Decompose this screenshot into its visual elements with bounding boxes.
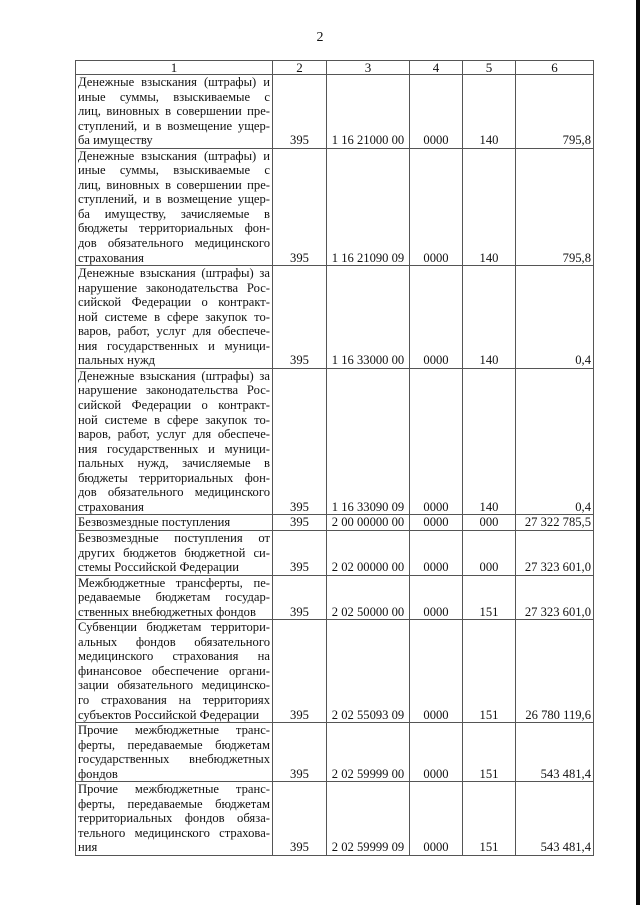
description-line: нарушение законодательства Рос- xyxy=(78,383,270,398)
description-line: пальных нужд xyxy=(78,353,156,368)
economic-class-cell: 151 xyxy=(463,723,516,782)
table-row xyxy=(76,368,594,514)
description-line: го страхования на территориях xyxy=(78,692,270,707)
description-line: ния xyxy=(78,840,98,855)
row-description xyxy=(76,575,273,620)
description-line: других бюджетов бюджетной си- xyxy=(78,545,270,560)
revenue-code-cell: 2 02 50000 00 xyxy=(327,575,410,620)
scan-edge-shadow xyxy=(636,0,640,905)
amount-cell: 0,4 xyxy=(516,266,594,369)
revenue-code-cell: 1 16 33090 09 xyxy=(327,368,410,514)
description-line: варов, работ, услуг для обеспече- xyxy=(78,324,270,339)
table-row xyxy=(76,723,594,782)
amount-cell: 27 322 785,5 xyxy=(516,515,594,531)
economic-class-cell: 140 xyxy=(463,368,516,514)
program-code-cell: 0000 xyxy=(410,782,463,856)
program-code-cell: 0000 xyxy=(410,530,463,575)
description-line: Денежные взыскания (штрафы) и xyxy=(78,148,270,163)
description-line: сийской Федерации о контракт- xyxy=(78,398,270,413)
description-line: лиц, виновных в совершении пре- xyxy=(78,177,270,192)
economic-class-cell: 140 xyxy=(463,266,516,369)
description-line: ния государственных и муници- xyxy=(78,338,270,353)
description-line: Субвенции бюджетам территори- xyxy=(78,620,270,635)
admin-code-cell: 395 xyxy=(273,575,327,620)
table-row xyxy=(76,515,594,531)
description-line: альных фондов обязательного xyxy=(78,634,270,649)
program-code-cell: 0000 xyxy=(410,266,463,369)
description-line: дов обязательного медицинского xyxy=(78,485,270,500)
program-code-cell: 0000 xyxy=(410,515,463,531)
admin-code-cell: 395 xyxy=(273,75,327,149)
amount-cell: 795,8 xyxy=(516,75,594,149)
amount-cell: 543 481,4 xyxy=(516,782,594,856)
budget-revenue-table xyxy=(75,60,594,856)
admin-code-cell: 395 xyxy=(273,148,327,265)
amount-cell: 27 323 601,0 xyxy=(516,575,594,620)
description-line: иные суммы, взыскиваемые с xyxy=(78,89,270,104)
row-description xyxy=(76,75,273,149)
program-code-cell: 0000 xyxy=(410,368,463,514)
description-line: дов обязательного медицинского xyxy=(78,236,270,251)
description-line: ния государственных и муници- xyxy=(78,441,270,456)
table-row xyxy=(76,782,594,856)
revenue-code-cell: 2 02 55093 09 xyxy=(327,620,410,723)
column-header: 2 xyxy=(273,61,327,75)
description-line: субъектов Российской Федерации xyxy=(78,707,260,722)
description-line: бюджеты территориальных фон- xyxy=(78,221,270,236)
description-line: ной системе в сфере закупок то- xyxy=(78,412,270,427)
description-line: финансовое обеспечение органи- xyxy=(78,663,270,678)
description-line: редаваемые бюджетам государ- xyxy=(78,590,270,605)
description-line: ступлений, и в возмещение ущер- xyxy=(78,118,270,133)
admin-code-cell: 395 xyxy=(273,368,327,514)
description-line: ственных внебюджетных фондов xyxy=(78,604,256,619)
admin-code-cell: 395 xyxy=(273,723,327,782)
description-line: лиц, виновных в совершении пре- xyxy=(78,104,270,119)
program-code-cell: 0000 xyxy=(410,75,463,149)
description-line: Прочие межбюджетные транс- xyxy=(78,782,270,797)
program-code-cell: 0000 xyxy=(410,723,463,782)
description-line: территориальных фондов обяза- xyxy=(78,811,270,826)
description-line: ферты, передаваемые бюджетам xyxy=(78,796,270,811)
description-line: страхования xyxy=(78,499,144,514)
column-header: 4 xyxy=(410,61,463,75)
table-body xyxy=(76,75,594,856)
description-line: нарушение законодательства Рос- xyxy=(78,280,270,295)
row-description xyxy=(76,620,273,723)
revenue-code-cell: 2 02 59999 00 xyxy=(327,723,410,782)
revenue-code-cell: 1 16 21000 00 xyxy=(327,75,410,149)
revenue-code-cell: 1 16 21090 09 xyxy=(327,148,410,265)
economic-class-cell: 151 xyxy=(463,620,516,723)
description-line: государственных внебюджетных xyxy=(78,752,270,767)
description-line: ступлений, и в возмещение ущер- xyxy=(78,192,270,207)
description-line: Денежные взыскания (штрафы) за xyxy=(78,266,270,281)
table-header-row xyxy=(76,61,594,75)
row-description xyxy=(76,148,273,265)
page-number: 2 xyxy=(316,30,324,45)
admin-code-cell: 395 xyxy=(273,530,327,575)
amount-cell: 27 323 601,0 xyxy=(516,530,594,575)
amount-cell: 543 481,4 xyxy=(516,723,594,782)
program-code-cell: 0000 xyxy=(410,620,463,723)
column-header: 3 xyxy=(327,61,410,75)
revenue-code-cell: 2 02 59999 09 xyxy=(327,782,410,856)
description-line: фондов xyxy=(78,766,118,781)
description-line: Безвозмездные поступления от xyxy=(78,530,270,545)
row-description xyxy=(76,782,273,856)
economic-class-cell: 151 xyxy=(463,782,516,856)
row-description xyxy=(76,266,273,369)
description-line: иные суммы, взыскиваемые с xyxy=(78,163,270,178)
amount-cell: 795,8 xyxy=(516,148,594,265)
table-row xyxy=(76,75,594,149)
table-row xyxy=(76,575,594,620)
column-header: 6 xyxy=(516,61,594,75)
amount-cell: 0,4 xyxy=(516,368,594,514)
revenue-code-cell: 1 16 33000 00 xyxy=(327,266,410,369)
economic-class-cell: 000 xyxy=(463,515,516,531)
program-code-cell: 0000 xyxy=(410,575,463,620)
table-row xyxy=(76,148,594,265)
admin-code-cell: 395 xyxy=(273,782,327,856)
description-line: ферты, передаваемые бюджетам xyxy=(78,737,270,752)
description-line: Межбюджетные трансферты, пе- xyxy=(78,575,270,590)
economic-class-cell: 140 xyxy=(463,148,516,265)
economic-class-cell: 151 xyxy=(463,575,516,620)
description-line: варов, работ, услуг для обеспече- xyxy=(78,427,270,442)
row-description xyxy=(76,723,273,782)
admin-code-cell: 395 xyxy=(273,266,327,369)
admin-code-cell: 395 xyxy=(273,620,327,723)
description-line: Безвозмездные поступления xyxy=(78,515,231,530)
amount-cell: 26 780 119,6 xyxy=(516,620,594,723)
description-line: страхования xyxy=(78,250,144,265)
program-code-cell: 0000 xyxy=(410,148,463,265)
description-line: ба имуществу, зачисляемые в xyxy=(78,206,270,221)
description-line: Прочие межбюджетные транс- xyxy=(78,723,270,738)
revenue-code-cell: 2 00 00000 00 xyxy=(327,515,410,531)
description-line: зации обязательного медицинско- xyxy=(78,678,270,693)
table-row xyxy=(76,530,594,575)
description-line: Денежные взыскания (штрафы) и xyxy=(78,75,270,89)
description-line: стемы Российской Федерации xyxy=(78,560,239,575)
description-line: ба имуществу xyxy=(78,133,153,148)
description-line: ной системе в сфере закупок то- xyxy=(78,309,270,324)
row-description xyxy=(76,368,273,514)
description-line: медицинского страхования на xyxy=(78,649,270,664)
description-line: Денежные взыскания (штрафы) за xyxy=(78,368,270,383)
table-row xyxy=(76,266,594,369)
description-line: бюджеты территориальных фон- xyxy=(78,470,270,485)
description-line: пальных нужд, зачисляемые в xyxy=(78,456,270,471)
economic-class-cell: 140 xyxy=(463,75,516,149)
economic-class-cell: 000 xyxy=(463,530,516,575)
row-description xyxy=(76,515,273,531)
row-description xyxy=(76,530,273,575)
description-line: тельного медицинского страхова- xyxy=(78,825,270,840)
table-row xyxy=(76,620,594,723)
revenue-code-cell: 2 02 00000 00 xyxy=(327,530,410,575)
column-header: 1 xyxy=(76,61,273,75)
description-line: сийской Федерации о контракт- xyxy=(78,295,270,310)
admin-code-cell: 395 xyxy=(273,515,327,531)
column-header: 5 xyxy=(463,61,516,75)
